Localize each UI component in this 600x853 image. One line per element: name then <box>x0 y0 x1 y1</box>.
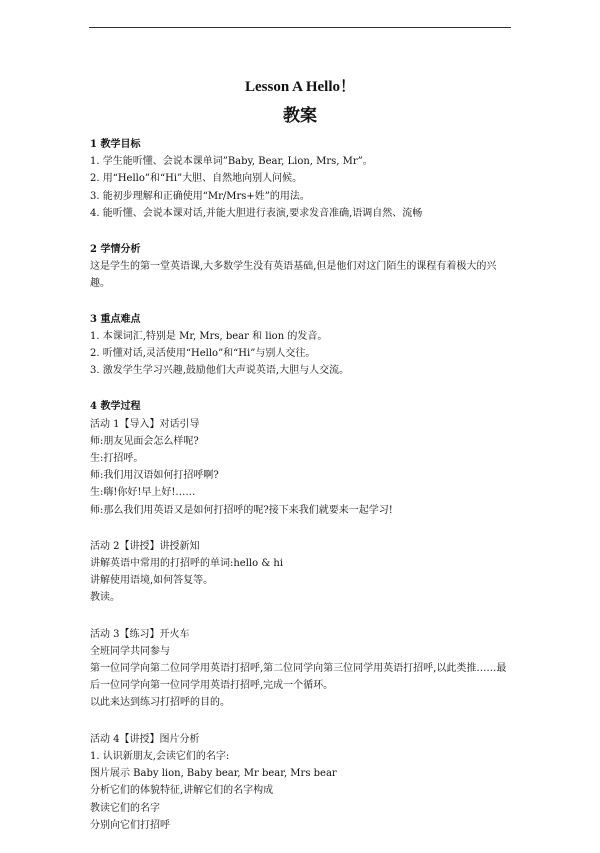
section-line: 1. 认识新朋友,会读它们的名字: <box>90 750 230 762</box>
section-line: 以此来达到练习打招呼的目的。 <box>90 697 230 709</box>
activity-title: 活动 2【讲授】讲授新知 <box>90 540 200 552</box>
section-activity-3 <box>90 626 515 712</box>
section-line: 第一位同学向第二位同学用英语打招呼,第二位同学向第三位同学用英语打招呼,以此类推……最后一位同学向第一位同学用英语打招呼,完成一个循环。 <box>90 663 507 692</box>
section-heading: 1 教学目标 <box>90 139 141 150</box>
section-line: 3. 能初步理解和正确使用“Mr/Mrs+姓”的用法。 <box>90 190 310 202</box>
section-key-points <box>90 311 515 380</box>
section-line: 教读。 <box>90 592 120 604</box>
section-line: 讲解使用语境,如何答复等。 <box>90 575 214 587</box>
section-line: 3. 激发学生学习兴趣,鼓励他们大声说英语,大胆与人交流。 <box>90 365 350 377</box>
section-line: 师:朋友见面会怎么样呢? <box>90 435 199 447</box>
section-line: 2. 用“Hello”和“Hi”大胆、自然地向别人问候。 <box>90 173 303 185</box>
activity-title: 活动 1【导入】对话引导 <box>90 418 200 430</box>
section-line: 教读它们的名字 <box>90 802 160 814</box>
header-rule <box>89 27 511 28</box>
section-line: 2. 听懂对话,灵活使用“Hello”和“Hi”与别人交往。 <box>90 348 316 360</box>
lesson-plan-heading: 教案 <box>283 106 317 126</box>
section-line: 1. 学生能听懂、会说本课单词”Baby, Bear, Lion, Mrs, Mr”。 <box>90 156 373 168</box>
section-activity-2 <box>90 538 515 607</box>
section-line: 讲解英语中常用的打招呼的单词:hello & hi <box>90 558 284 570</box>
section-line: 师:那么我们用英语又是如何打招呼的呢?接下来我们就要来一起学习! <box>90 504 393 516</box>
document-body <box>90 136 515 853</box>
section-line: 生:嗨!你好!早上好!…… <box>90 487 196 499</box>
section-heading: 4 教学过程 <box>90 401 141 413</box>
activity-title: 活动 3【练习】开火车 <box>90 628 190 640</box>
section-heading: 3 重点难点 <box>90 313 141 325</box>
section-line: 分别向它们打招呼 <box>90 819 170 831</box>
section-line: 全班同学共同参与 <box>90 645 170 657</box>
section-line: 图片展示 Baby lion, Baby bear, Mr bear, Mrs bear <box>90 768 337 780</box>
section-teaching-process <box>90 398 515 518</box>
section-line: 这是学生的第一堂英语课,大多数学生没有英语基础,但是他们对这门陌生的课程有着极大的兴趣。 <box>90 261 497 290</box>
section-student-analysis <box>90 241 515 293</box>
activity-title: 活动 4【讲授】图片分析 <box>90 733 200 745</box>
section-line: 4. 能听懂、会说本课对话,并能大胆进行表演,要求发音准确,语调自然、流畅 <box>90 207 423 219</box>
lesson-title: Lesson A Hello！ <box>244 79 356 95</box>
section-line: 师:我们用汉语如何打招呼啊? <box>90 470 219 482</box>
section-line: 1. 本课词汇,特别是 Mr, Mrs, bear 和 lion 的发音。 <box>90 330 328 342</box>
section-activity-4 <box>90 731 515 834</box>
section-line: 生:打招呼。 <box>90 453 144 465</box>
section-heading: 2 学情分析 <box>90 244 141 256</box>
section-line: 分析它们的体貌特征,讲解它们的名字构成 <box>90 785 274 797</box>
section-teaching-goals <box>90 136 515 222</box>
